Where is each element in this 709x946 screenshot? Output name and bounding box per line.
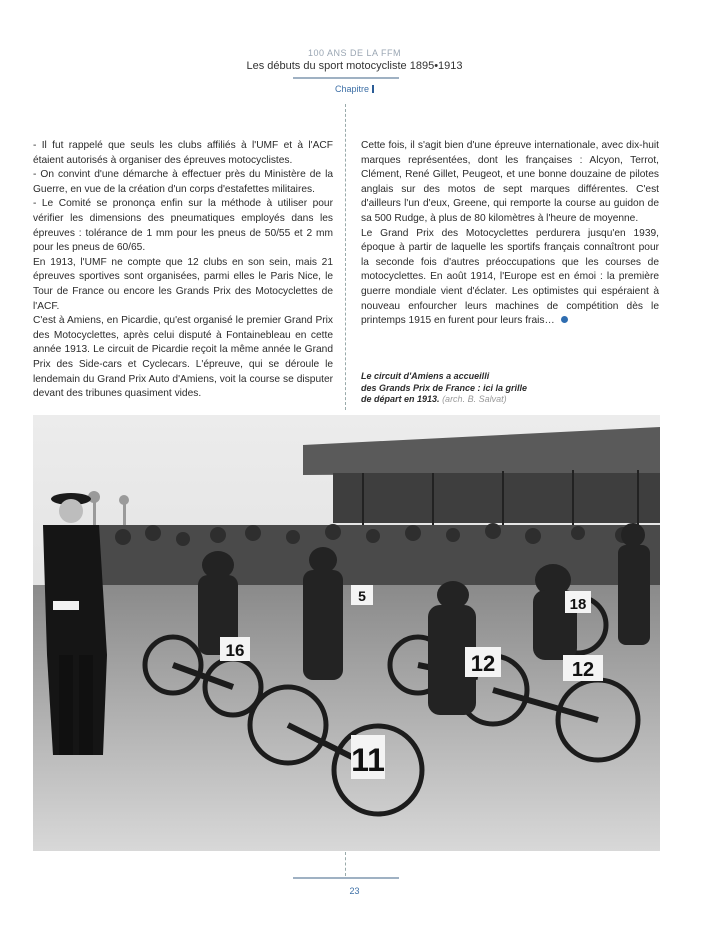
header-rule [293,77,399,79]
caption-line: de départ en 1913. [361,394,440,404]
paragraph: Cette fois, il s'agit bien d'une épreuve internationale, avec dix-huit marques représentées, dont les françaises : Alcyon, Terrot, Clément, René Gillet, Peugeot, et une bonne douzaine de pilotes anglais sur des motos de sept marques différentes. C'est d'ailleurs l'un d'eux, Greene, qui remporte la course au guidon de sa 500 Rudge, à plus de 80 kilomètres à l'heure de moyenne. [361,140,659,224]
race-number: 11 [351,742,385,778]
left-column [33,139,333,402]
page-title: Les débuts du sport motocycliste 1895•1913 [246,60,463,72]
race-number: 18 [569,596,587,613]
paragraph: - On convint d'une démarche à effectuer près du Ministère de la Guerre, en vue de la création d'un corps d'estafettes militaires. [33,169,333,195]
photo-credit: (arch. B. Salvat) [442,394,507,404]
caption-line: des Grands Prix de France : ici la grille [361,382,528,393]
page-number: 23 [349,886,360,896]
right-column [361,139,659,329]
paragraph: En 1913, l'UMF ne compte que 12 clubs en son sein, mais 21 épreuves sportives sont organisées, parmi elles le Paris Nice, le Tour de France ou encore les Grands Prix des Motocyclettes de l'ACF. [33,256,333,312]
column-divider [345,104,346,410]
photo-caption [361,371,561,406]
end-of-article-dot-icon [561,316,568,323]
page-header [0,48,709,73]
paragraph: C'est à Amiens, en Picardie, qu'est organisé le premier Grand Prix des Motocyclettes, après celui disputé à Fontainebleau en cette année 1913. Le circuit de Picardie reçoit la même année le Grand Prix des Side-cars et Cyclecars. L'épreuve, qui se déroule le lendemain du Grand Prix Auto d'Amiens, voit la course se disputer devant des tribunes quasiment vides. [33,315,333,400]
paragraph: - Il fut rappelé que seuls les clubs affiliés à l'UMF et à l'ACF étaient autorisés à organiser des épreuves motocyclistes. [33,140,333,166]
race-number: 12 [470,651,496,676]
chapter-marker-icon [372,85,374,93]
chapter-label [0,84,709,94]
race-official [43,493,107,755]
paragraph-final [361,227,659,329]
race-number: 5 [358,588,366,604]
paragraph-text: Le Grand Prix des Motocyclettes perdurera jusqu'en 1939, époque à partir de laquelle les sportifs français connaîtront pour la seconde fois d'autres préoccupations que les courses de motocyclettes. En août 1914, l'Europe est en émoi : la première guerre mondiale vient d'éclater. Les optimistes qui espéraient à nouveau enfourcher leurs machines de compétition dès le printemps 1915 en furent pour leurs frais… [361,227,659,327]
grandstand [333,473,660,523]
race-number: 12 [571,659,595,681]
race-number: 16 [225,641,245,660]
historic-race-photo [33,415,660,851]
paragraph: - Le Comité se prononça enfin sur la méthode à utiliser pour vérifier les dimensions des pneumatiques employés dans les épreuves : tolérance de 1 mm pour les pneus de 50/55 et 2 mm pour les pneus de 60/65. [33,198,333,254]
series-kicker: 100 ANS DE LA FFM [307,48,402,58]
footer-divider [345,852,346,876]
footer-rule [293,877,399,879]
chapter-text: Chapitre [334,84,370,94]
photo-illustration [33,415,660,851]
caption-line: Le circuit d'Amiens a accueilli [361,371,490,381]
